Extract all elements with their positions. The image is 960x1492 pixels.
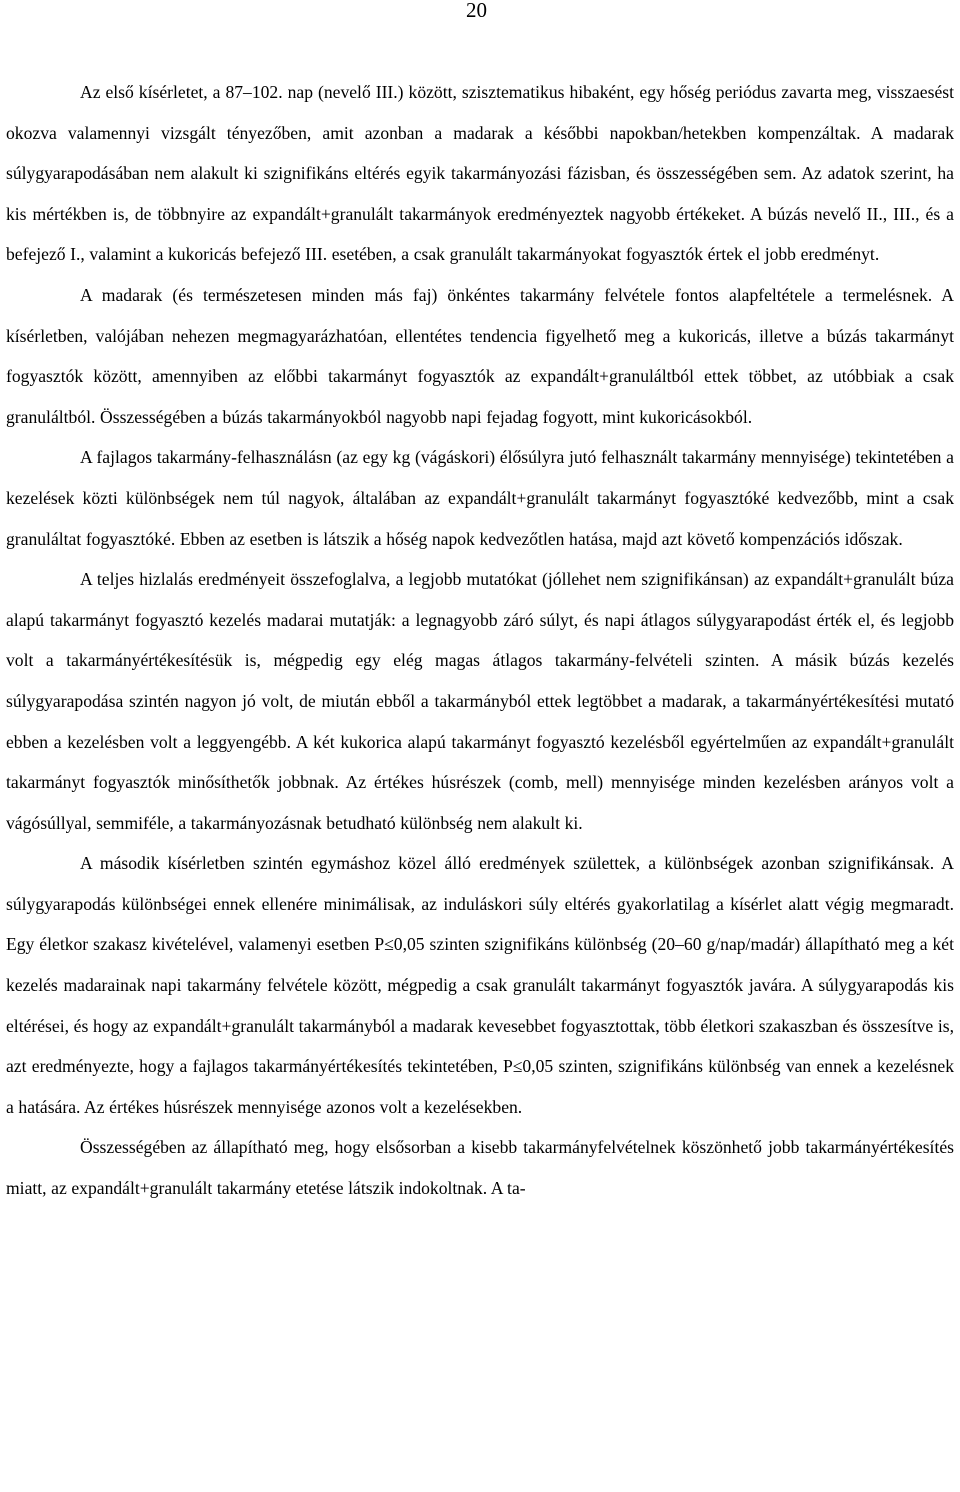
page-number: 20 [466,0,487,22]
paragraph-conclusion: Összességében az állapítható meg, hogy elsősorban a kisebb takarmányfelvételnek köszönhető jobb takarmányértékesítés miatt, az expandált+granulált takarmány etetése látszik indokoltnak. A ta- [6,1137,954,1199]
paragraph-feed-intake: A madarak (és természetesen minden más faj) önkéntes takarmány felvétele fontos alapfeltétele a termelésnek. A kísérletben, valójában nehezen megmagyarázhatóan, ellentétes tendencia figyelhető meg a kukoricás, illetve a búzás takarmányt fogyasztók között, amennyiben az előbbi takarmányt fogyasztók az expandált+granuláltból ettek többet, az utóbbiak a csak granuláltból. Összességében a búzás takarmányokból nagyobb napi fejadag fogyott, mint kukoricásokból. [6,284,954,427]
paragraph-fattening-summary: A teljes hizlalás eredményeit összefoglalva, a legjobb mutatókat (jóllehet nem szignifikánsan) az expandált+granulált búza alapú takarmányt fogyasztó kezelés madarai mutatják: a legnagyobb záró súlyt, és napi átlagos súlygyarapodást érték el, és legjobb volt a takarmányértékesítésük is, mégpedig egy elég magas átlagos takarmány-felvételi szinten. A másik búzás kezelés súlygyarapodása szintén nagyon jó volt, de miután ebből a takarmányból ettek legtöbbet a madarak, a takarmányértékesítési mutató ebben a kezelésben volt a leggyengébb. A két kukorica alapú takarmányt fogyasztó kezelésből egyértelműen az expandált+granulált takarmányt fogyasztók minősíthetők jobbnak. Az értékes húsrészek (comb, mell) mennyisége minden kezelésben arányos volt a vágósúllyal, semmiféle, a takarmányozásnak betudható különbség nem alakult ki. [6,569,954,833]
paragraph-heat-period: Az első kísérletet, a 87–102. nap (nevelő III.) között, szisztematikus hibaként, egy hőség periódus zavarta meg, visszaesést okozva valamennyi vizsgált tényezőben, amit azonban a madarak a későbbi napokban/hetekben kompenzáltak. A madarak súlygyarapodásában nem alakult ki szignifikáns eltérés egyik takarmányozási fázisban, és összességében sem. Az adatok szerint, ha kis mértékben is, de többnyire az expandált+granulált takarmányok eredményeztek nagyobb értékeket. A búzás nevelő II., III., és a befejező I., valamint a kukoricás befejező III. esetében, a csak granulált takarmányokat fogyasztók értek el jobb eredményt. [6,82,954,265]
paragraph-feed-conversion: A fajlagos takarmány-felhasználásn (az egy kg (vágáskori) élősúlyra jutó felhasznált takarmány mennyisége) tekintetében a kezelések közti különbségek nem túl nagyok, általában az expandált+granulált takarmányt fogyasztóké kedvezőbb, mint a csak granuláltat fogyasztóké. Ebben az esetben is látszik a hőség napok kedvezőtlen hatása, majd azt követő kompenzációs időszak. [6,447,954,549]
paragraph-second-experiment: A második kísérletben szintén egymáshoz közel álló eredmények születtek, a különbségek azonban szignifikánsak. A súlygyarapodás különbségei ennek ellenére minimálisak, az induláskori súly eltérés gyakorlatilag a kísérlet alatt végig megmaradt. Egy életkor szakasz kivételével, valamenyi esetben P≤0,05 szinten szignifikáns különbség (20–60 g/nap/madár) állapítható meg a két kezelés madarainak napi takarmány felvétele között, mégpedig a csak granulált takarmányt fogyasztók javára. A súlygyarapodás kis eltérései, és hogy az expandált+granulált takarmányból a madarak kevesebbet fogyasztottak, több életkori szakaszban és összesítve is, azt eredményezte, hogy a fajlagos takarmányértékesítés tekintetében, P≤0,05 szinten, szignifikáns különbség van ennek a kezelésnek a hatására. Az értékes húsrészek mennyisége azonos volt a kezelésekben. [6,853,954,1117]
document-body [6,72,954,1209]
